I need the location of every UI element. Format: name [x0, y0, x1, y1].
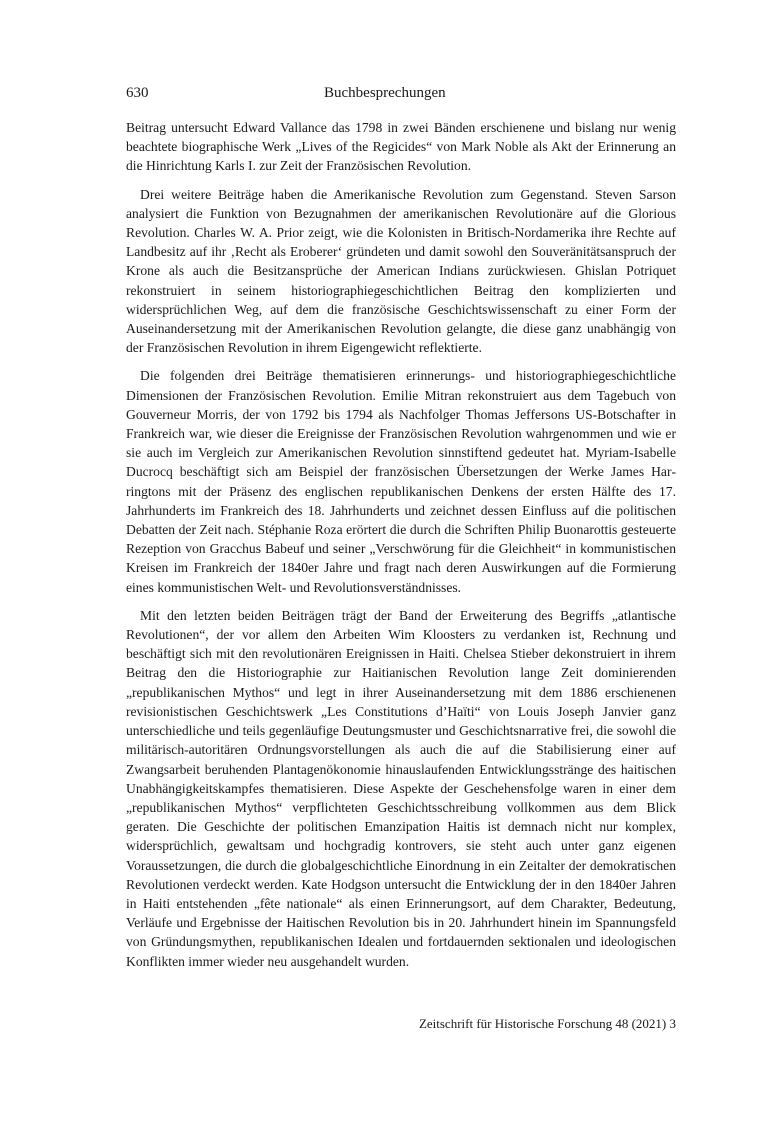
paragraph-2: Drei weitere Beiträge haben die Amerikanische Revolution zum Gegenstand. Steven Sarson analysiert die Funktion von Bezugnahmen der amerikanischen Revolutionäre auf die Glorious Revolution. Charles W. A. Prior zeigt, wie die Kolonisten in Britisch-Nordamerika ihre Rechte auf Landbesitz auf ihr ‚Recht als Eroberer‘ gründeten und damit sowohl den Souveränitätsanspruch der Krone als auch die Besitzansprüche der American Indians zurückwiesen. Ghislan Potriquet rekonstruiert in seinem historiographiegeschichtlichen Beitrag den komplizierten und widersprüchlichen Weg, auf dem die französische Geschichtswissenschaft zu einer Form der Auseinandersetzung mit der Amerikanischen Revolution gelangte, die diese ganz unabhängig von der Französischen Revolution in ihrem Eigengewicht reflektierte. [126, 186, 676, 356]
paragraph-1: Beitrag untersucht Edward Vallance das 1798 in zwei Bänden erschienene und bislang nur wenig beachtete biographische Werk „Lives of the Regicides“ von Mark Noble als Akt der Erinnerung an die Hinrichtung Karls I. zur Zeit der Französischen Revolution. [126, 120, 676, 174]
paragraph-3: Die folgenden drei Beiträge thematisieren erinnerungs- und historiographiegeschichtliche Dimensionen der Französischen Revolution. Emilie Mitran rekonstruiert aus dem Tagebuch von Gouverneur Morris, der von 1792 bis 1794 als Nachfolger Thomas Jeffersons US-Botschafter in Frankreich war, wie dieser die Ereignisse der Französischen Revolution wahrgenommen und wie er sie auch im Vergleich zur Amerikanischen Revolution sinnstiftend gedeutet hat. Myriam-Isabelle Ducrocq beschäftigt sich am Beispiel der französischen Übersetzungen der Werke James Harringtons mit der Präsenz des englischen republikanischen Denkens der ersten Hälfte des 17. Jahrhunderts im Frankreich des 18. Jahrhunderts und zeichnet dessen Einfluss auf die politischen Debatten der Zeit nach. Stéphanie Roza erörtert die durch die Schriften Philip Buonarottis gesteuerte Rezeption von Gracchus Babeuf und seiner „Verschwörung für die Gleichheit“ in kommunistischen Kreisen im Frankreich der 1840er Jahre und fragt nach deren Auswirkungen auf die Formierung eines kommunistischen Welt- und Revolutionsverständnisses. [126, 368, 676, 595]
page-number: 630 [126, 85, 149, 101]
paragraph-4: Mit den letzten beiden Beiträgen trägt der Band der Erweiterung des Begriffs „atlantische Revolutionen“, der vor allem den Arbeiten Wim Kloosters zu verdanken ist, Rechnung und beschäftigt sich mit den revolutionären Ereignissen in Haiti. Chelsea Stieber dekonstruiert in ihrem Beitrag den die Historiographie zur Haitianischen Revolution lange Zeit dominierenden „republikanischen Mythos“ und legt in ihrer Auseinandersetzung mit dem 1886 erschienenen revisionistischen Geschichtswerk „Les Constitutions d’Haïti“ von Louis Joseph Janvier ganz unterschiedliche und teils gegenläufige Deutungsmuster und Geschichtsnarrative frei, die sowohl die militärisch-autoritären Ordnungsvorstellungen als auch die auf die Stabilisierung einer auf Zwangsarbeit beruhenden Plantagenökonomie hinauslaufenden Entwicklungsstränge des haitischen Unabhängigkeitskampfes thematisieren. Diese Aspekte der Geschehensfolge waren in einer dem „republikanischen Mythos“ verpflichteten Geschichtsschreibung vollkommen aus dem Blick geraten. Die Geschichte der politischen Emanzipation Haitis ist demnach nicht nur komplex, widersprüchlich, gewaltsam und hochgradig kontrovers, sie steht auch unter ganz eigenen Voraussetzungen, die durch die globalgeschichtliche Einordnung in ein Zeitalter der demokratischen Revolutionen verdeckt werden. Kate Hodgson untersucht die Entwicklung der in den 1840er Jahren in Haiti entstehenden „fête nationale“ als einen Erinnerungsort, auf dem Charakter, Bedeutung, Verläufe und Ergebnisse der Haitischen Revolution bis in 20. Jahrhundert hinein im Spannungsfeld von Gründungsmythen, republikanischen Idealen und fortdauernden sektionalen und ideologischen Konflikten immer wieder neu ausgehandelt wurden. [126, 607, 676, 969]
running-head-title: Buchbesprechungen [324, 85, 446, 101]
body-text [126, 118, 676, 971]
journal-footer: Zeitschrift für Historische Forschung 48 (2021) 3 [418, 1016, 676, 1031]
page-content [126, 84, 676, 980]
running-head [126, 84, 676, 106]
